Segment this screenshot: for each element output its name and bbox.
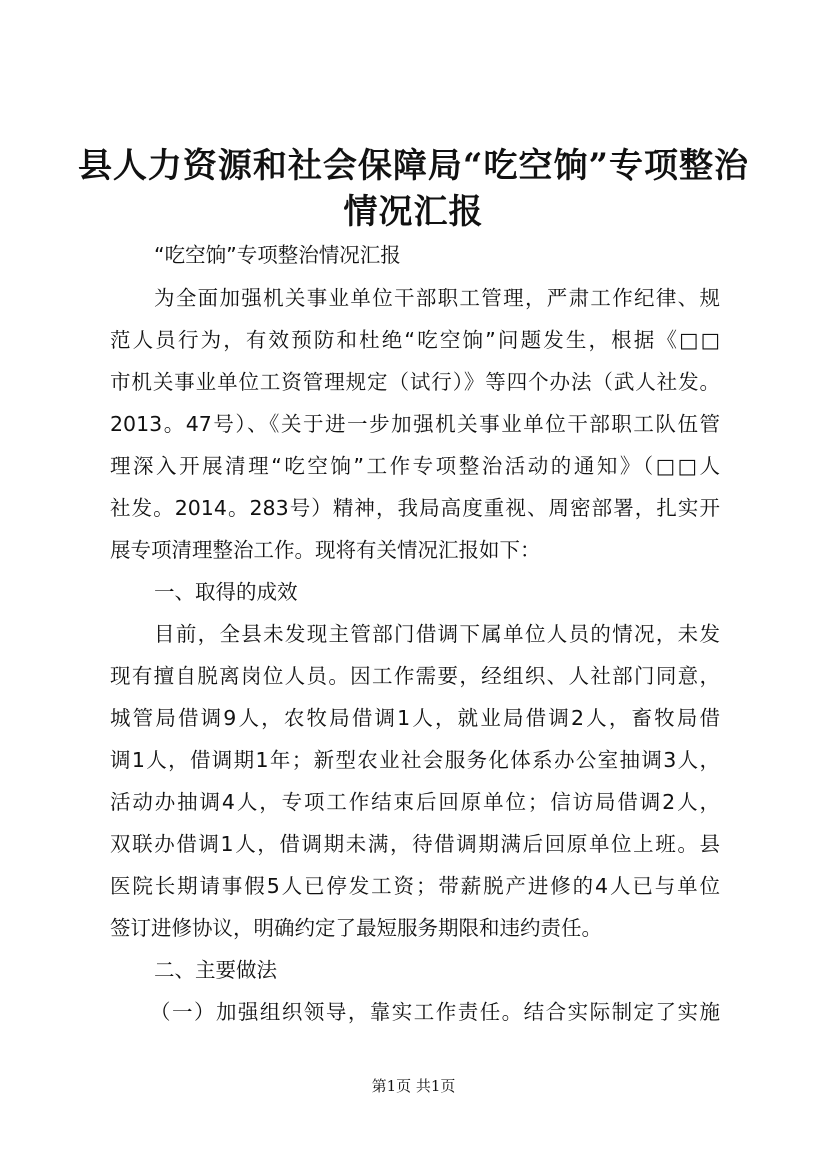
body-line: 展专项清理整治工作。现将有关情况汇报如下： — [110, 538, 541, 562]
body-line: 社发。2014。283号）精神，我局高度重视、周密部署，扎实开 — [110, 496, 720, 520]
body-line: 调1人，借调期1年；新型农业社会服务化体系办公室抽调3人， — [110, 748, 720, 772]
document-title-line-1: 县人力资源和社会保障局“吃空饷”专项整治 — [77, 146, 750, 186]
section-heading: 二、主要做法 — [154, 958, 277, 982]
body-line: 现有擅自脱离岗位人员。因工作需要，经组织、人社部门同意， — [110, 664, 720, 688]
subtitle: “吃空饷”专项整治情况汇报 — [154, 243, 401, 267]
body-line: 理深入开展清理“吃空饷”工作专项整治活动的通知》（□□人 — [110, 454, 720, 478]
section-heading: 一、取得的成效 — [154, 580, 298, 604]
body-line: 目前，全县未发现主管部门借调下属单位人员的情况，未发 — [154, 622, 720, 646]
body-line: 双联办借调1人，借调期未满，待借调期满后回原单位上班。县 — [110, 832, 720, 856]
page-footer: 第1页 共1页 — [371, 1077, 456, 1095]
body-line: 活动办抽调4人，专项工作结束后回原单位；信访局借调2人， — [110, 790, 720, 814]
body-line: 医院长期请事假5人已停发工资；带薪脱产进修的4人已与单位 — [110, 874, 720, 898]
body-line: （一）加强组织领导，靠实工作责任。结合实际制定了实施 — [150, 1000, 720, 1024]
document-title-line-2: 情况汇报 — [343, 192, 484, 232]
body-line: 签订进修协议，明确约定了最短服务期限和违约责任。 — [110, 916, 602, 940]
body-line: 2013。47号）、《关于进一步加强机关事业单位干部职工队伍管 — [110, 412, 720, 436]
body-line: 城管局借调9人，农牧局借调1人，就业局借调2人，畜牧局借 — [110, 706, 720, 730]
body-line: 为全面加强机关事业单位干部职工管理，严肃工作纪律、规 — [154, 286, 720, 310]
body-line: 范人员行为，有效预防和杜绝“吃空饷”问题发生，根据《□□ — [110, 328, 720, 352]
body-line: 市机关事业单位工资管理规定（试行）》等四个办法（武人社发。 — [110, 370, 720, 394]
